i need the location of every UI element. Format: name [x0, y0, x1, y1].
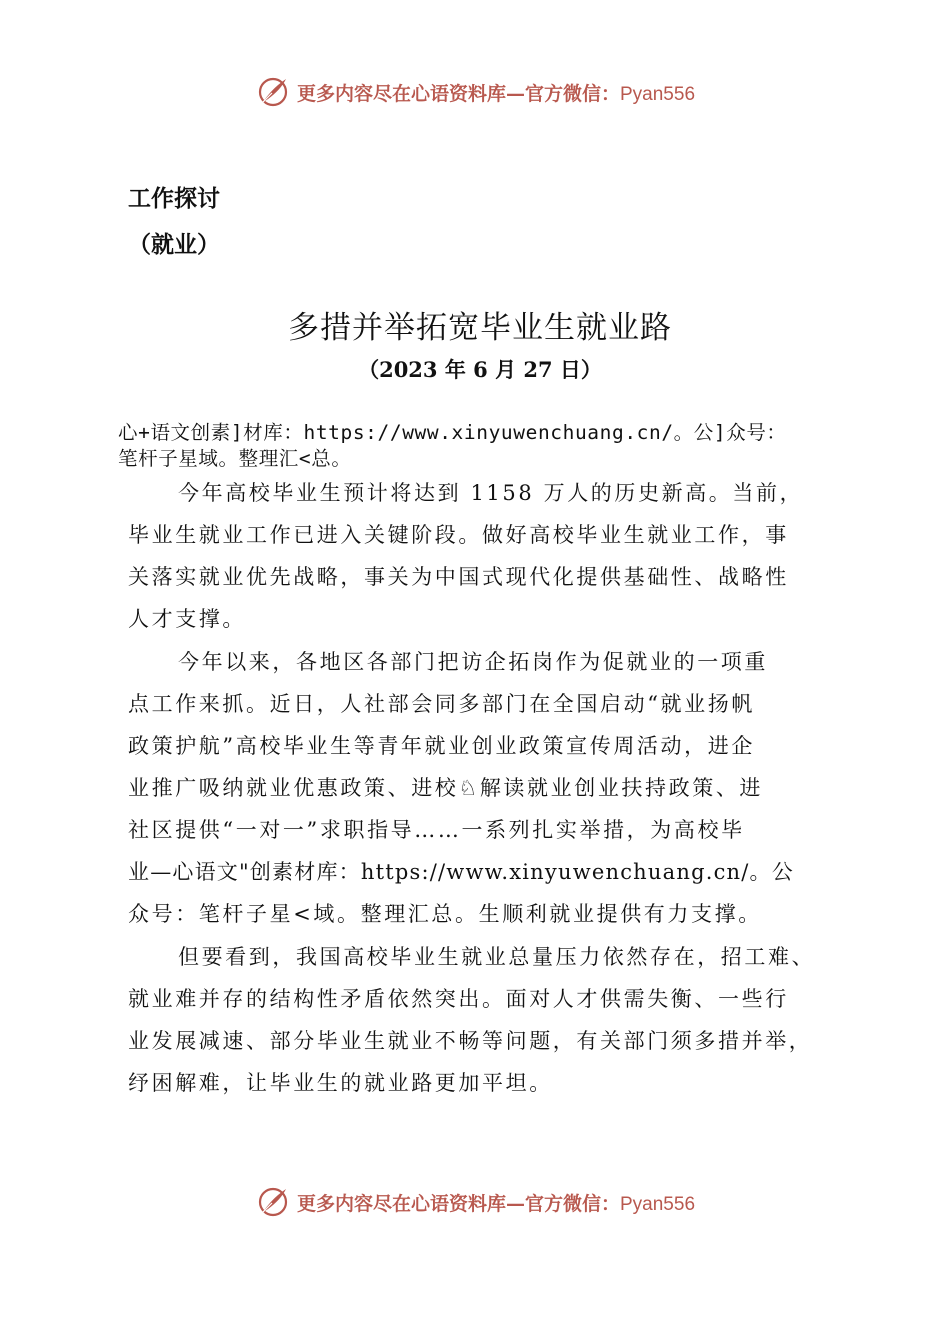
banner-official-text: 官方微信：: [524, 82, 620, 105]
paragraph-3: [128, 936, 833, 1104]
paragraph-1: [128, 472, 833, 640]
banner-text: [297, 1189, 695, 1216]
paragraph-line: 今年高校毕业生预计将达到 1158 万人的历史新高。当前，: [178, 481, 804, 505]
paragraph-2: [128, 641, 833, 935]
banner-dash: —: [505, 1192, 525, 1215]
banner-main-text: 更多内容尽在心语资料库: [296, 82, 506, 105]
paragraph-line: 就业难并存的结构性矛盾依然突出。面对人才供需失衡、一些行: [128, 987, 789, 1011]
source-note: [118, 420, 878, 472]
section-label: 工作探讨: [128, 186, 220, 212]
article-date: （2023 年 6 月 27 日）: [358, 357, 602, 382]
banner-official-text: 官方微信：: [524, 1192, 620, 1215]
banner-wechat-id: Pyan556: [620, 83, 696, 105]
paragraph-line: 人才支撑。: [128, 607, 246, 631]
footer-banner: [0, 1182, 950, 1222]
paragraph-line: 业—心语文"创素材库：https://www.xinyuwenchuang.cn/。公: [128, 860, 794, 884]
paragraph-line: 纾困解难，让毕业生的就业路更加平坦。: [128, 1071, 553, 1095]
paragraph-line: 社区提供“一对一”求职指导……一系列扎实举措，为高校毕: [128, 818, 745, 842]
header-banner: [0, 72, 950, 112]
banner-wechat-id: Pyan556: [620, 1193, 696, 1215]
paragraph-line: 业发展减速、部分毕业生就业不畅等问题，有关部门须多措并举，: [128, 1029, 813, 1053]
feather-pen-logo-icon: [255, 74, 291, 110]
banner-main-text: 更多内容尽在心语资料库: [296, 1192, 506, 1215]
article-title: 多措并举拓宽毕业生就业路: [288, 310, 672, 346]
paragraph-line: 但要看到，我国高校毕业生就业总量压力依然存在，招工难、: [178, 945, 816, 969]
paragraph-line: 点工作来抓。近日，人社部会同多部门在全国启动“就业扬帆: [128, 692, 755, 716]
source-note-line-2: 笔杆子星域。整理汇<总。: [118, 447, 352, 470]
source-note-line-1: 心+语文创素]材库：https://www.xinyuwenchuang.cn/。公]众号：: [118, 421, 787, 444]
paragraph-line: 毕业生就业工作已进入关键阶段。做好高校毕业生就业工作，事: [128, 523, 789, 547]
feather-pen-logo-icon: [255, 1184, 291, 1220]
paragraph-line: 今年以来，各地区各部门把访企拓岗作为促就业的一项重: [178, 650, 768, 674]
banner-dash: —: [505, 82, 525, 105]
category-label: （就业）: [128, 232, 220, 258]
paragraph-line: 政策护航”高校毕业生等青年就业创业政策宣传周活动，进企: [128, 734, 755, 758]
paragraph-line: 关落实就业优先战略，事关为中国式现代化提供基础性、战略性: [128, 565, 789, 589]
banner-text: [297, 79, 695, 106]
paragraph-line: 业推广吸纳就业优惠政策、进校♘解读就业创业扶持政策、进: [128, 776, 764, 800]
paragraph-line: 众号：笔杆子星<域。整理汇总。生顺利就业提供有力支撑。: [128, 902, 762, 926]
